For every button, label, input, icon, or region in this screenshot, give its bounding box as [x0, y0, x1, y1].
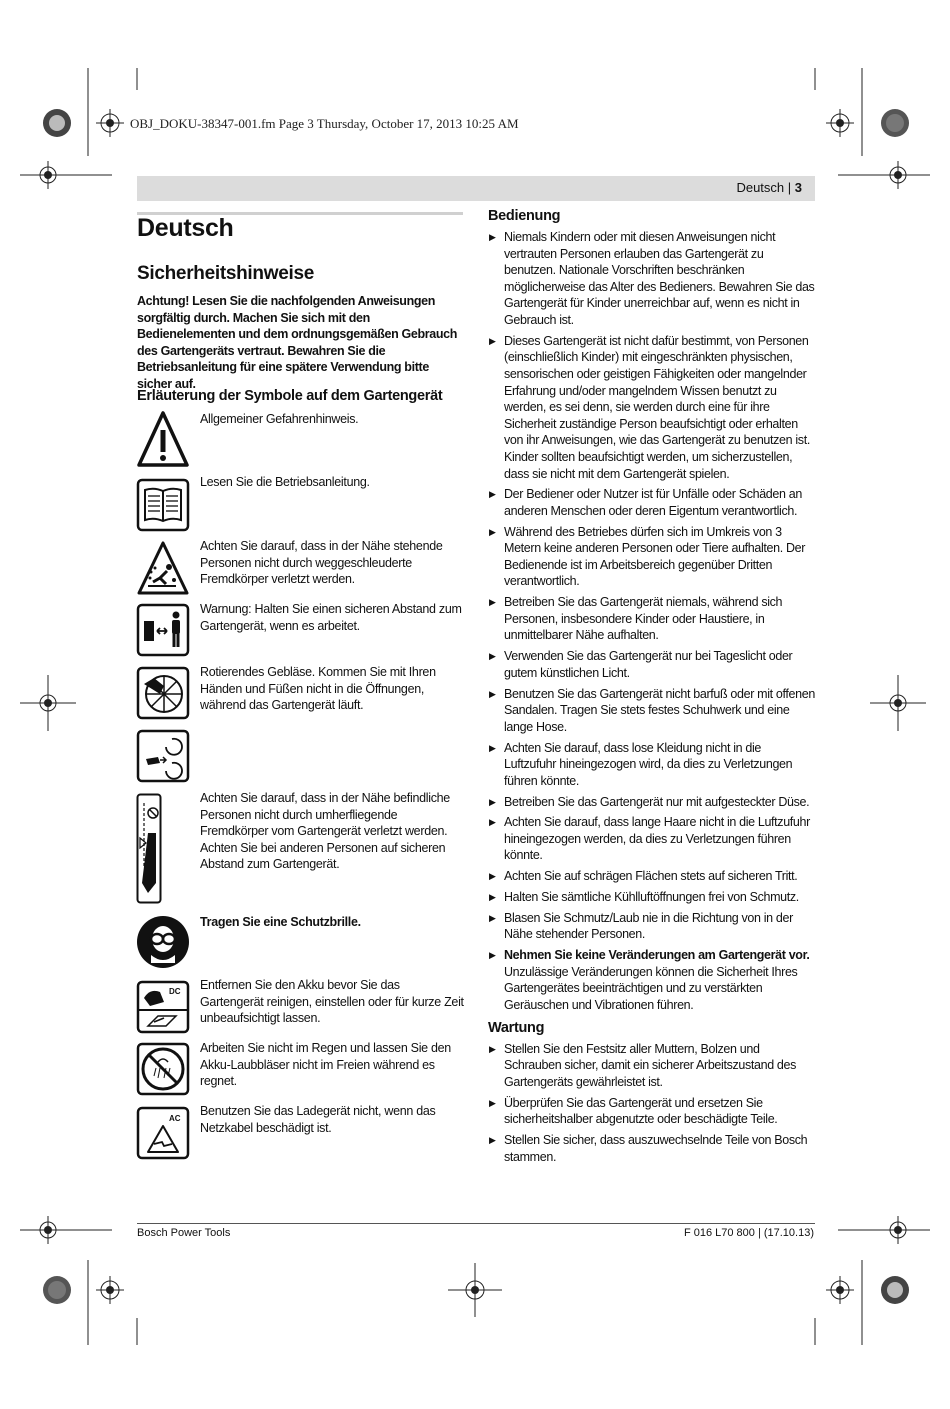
list-item: ▶ Dieses Gartengerät ist nicht dafür bestimmt, von Personen (einschließlich Kinder) mit eingeschränkten physischen, sensorischen oder geistigen Fähigkeiten oder mangelnder Erfahrung und/oder mangelndem Wissen benutzt zu werden, es sei denn, sie werden durch eine für ihre Sicherheit zuständige Person beaufsichtigt oder erhalten von ihr Anweisungen, wie das Gartengerät zu benutzen ist. Kinder sollten beaufsichtigt werden, um sicherzustellen, dass sie nicht mit dem Gartengerät spielen. — [488, 333, 816, 482]
safe-distance-icon — [136, 603, 190, 657]
intro-paragraph: Achtung! Lesen Sie die nachfolgenden Anweisungen sorgfältig durch. Machen Sie sich mit den Bedienelementen und dem ordnungsgemäßen Gebrauch des Gartengeräts vertraut. Bewahren Sie die Betriebsanleitung für eine spätere Verwendung bitte sicher auf. — [137, 294, 458, 391]
ac-label: AC — [169, 1114, 181, 1123]
list-item: ▶ Stellen Sie den Festsitz aller Muttern, Bolzen und Schrauben sicher, damit ein sicherer Arbeitszustand des Gartengeräts gewährleistet ist. — [488, 1041, 816, 1091]
list-item-bold: Nehmen Sie keine Veränderungen am Gartengerät vor. — [504, 948, 810, 963]
footer-doc-number: F 016 L70 800 | (17.10.13) — [683, 1227, 814, 1239]
list-item: ▶ Nehmen Sie keine Veränderungen am Gartengerät vor. Unzulässige Veränderungen können die Sicherheit Ihres Gartengerätes beeinträchtigen und zu verstärkten Geräuschen und Vibrationen führen. — [488, 947, 816, 1013]
symbol-text-bystander: Achten Sie darauf, dass in der Nähe befindliche Personen nicht durch umherfliegende Fremdkörper vom Gartengerät verletzt werden. Achten Sie bei anderen Personen auf sicheren Abstand zum Gartengerät. — [200, 791, 450, 872]
list-item: ▶ Halten Sie sämtliche Kühlluftöffnungen frei von Schmutz. — [488, 889, 816, 906]
list-item: ▶ Achten Sie auf schrägen Flächen stets auf sicheren Tritt. — [488, 868, 816, 885]
read-manual-icon — [136, 478, 190, 532]
damaged-cable-icon — [136, 1106, 190, 1160]
running-header — [736, 180, 802, 195]
printer-info: OBJ_DOKU-38347-001.fm Page 3 Thursday, October 17, 2013 10:25 AM — [130, 116, 519, 131]
no-rain-icon — [136, 1042, 190, 1096]
maintenance-list — [488, 1041, 816, 1166]
safety-goggles-icon — [136, 915, 190, 969]
list-item: ▶ Betreiben Sie das Gartengerät nur mit aufgesteckter Düse. — [488, 794, 816, 811]
list-item: ▶ Stellen Sie sicher, dass auszuwechselnde Teile von Bosch stammen. — [488, 1132, 816, 1165]
header-language: Deutsch — [736, 180, 785, 195]
symbol-text-general-danger: Allgemeiner Gefahrenhinweis. — [200, 412, 359, 426]
rotating-fan-icon — [136, 666, 190, 720]
symbol-text-read-manual: Lesen Sie die Betriebsanleitung. — [200, 475, 370, 489]
symbol-text-damaged-cable: Benutzen Sie das Ladegerät nicht, wenn das Netzkabel beschädigt ist. — [200, 1104, 436, 1135]
list-item-extra: Kinder sollten beaufsichtigt werden, um sicherzustellen, dass sie nicht mit dem Gartengerät spielen. — [504, 449, 793, 481]
footer-brand: Bosch Power Tools — [137, 1227, 231, 1239]
operation-list — [488, 229, 816, 1014]
header-separator: | — [784, 180, 795, 195]
symbol-text-remove-battery: Entfernen Sie den Akku bevor Sie das Gartengerät reinigen, einstellen oder für kurze Zeit unbeaufsichtigt lassen. — [200, 978, 464, 1026]
header-bar — [137, 176, 815, 201]
maintenance-title: Wartung — [488, 1019, 545, 1036]
dc-label: DC — [169, 987, 181, 996]
list-item: ▶ Benutzen Sie das Gartengerät nicht barfuß oder mit offenen Sandalen. Tragen Sie stets festes Schuhwerk und eine lange Hose. — [488, 686, 816, 736]
right-column — [488, 208, 816, 1171]
page-number: 3 — [794, 180, 802, 195]
operation-title: Bedienung — [488, 208, 561, 224]
list-item: ▶ Der Bediener oder Nutzer ist für Unfälle oder Schäden an anderen Menschen oder deren Eigentum verantwortlich. — [488, 486, 816, 519]
remove-battery-icon — [136, 980, 190, 1034]
list-item: ▶ Niemals Kindern oder mit diesen Anweisungen nicht vertrauten Personen erlauben das Gartengerät zu benutzen. Nationale Vorschriften beschränken möglicherweise das Alter des Bedieners. Bewahren Sie das Gartengerät für Kinder unerreichbar auf, wenn es nicht in Gebrauch ist. — [488, 229, 816, 329]
bystander-distance-icon — [136, 793, 162, 905]
list-item: ▶ Blasen Sie Schmutz/Laub nie in die Richtung von in der Nähe stehender Personen. — [488, 910, 816, 943]
symbol-text-safe-distance: Warnung: Halten Sie einen sicheren Abstand zum Gartengerät, wenn es arbeitet. — [200, 602, 462, 633]
list-item: ▶ Betreiben Sie das Gartengerät niemals, während sich Personen, insbesondere Kinder oder Haustiere, in unmittelbarer Nähe aufhalten. — [488, 594, 816, 644]
section-title: Sicherheitshinweise — [137, 263, 314, 284]
flying-debris-icon — [136, 540, 190, 596]
symbol-text-flying-debris: Achten Sie darauf, dass in der Nähe stehende Personen nicht durch weggeschleuderte Fremdkörper verletzt werden. — [200, 539, 443, 587]
page-title: Deutsch — [137, 214, 234, 242]
list-item: ▶ Überprüfen Sie das Gartengerät und ersetzen Sie sicherheitshalber abgenutzte oder beschädigte Teile. — [488, 1095, 816, 1128]
warning-triangle-icon — [136, 410, 190, 468]
symbol-text-goggles: Tragen Sie eine Schutzbrille. — [200, 915, 361, 929]
list-item: ▶ Verwenden Sie das Gartengerät nur bei Tageslicht oder gutem künstlichen Licht. — [488, 648, 816, 681]
footer-rule — [137, 1223, 815, 1224]
symbols-title: Erläuterung der Symbole auf dem Gartengerät — [137, 388, 443, 404]
symbol-text-rotating-fan: Rotierendes Gebläse. Kommen Sie mit Ihren Händen und Füßen nicht in die Öffnungen, während das Gartengerät läuft. — [200, 665, 436, 713]
symbol-text-no-rain: Arbeiten Sie nicht im Regen und lassen Sie den Akku-Laubbläser nicht im Freien während es regnet. — [200, 1041, 451, 1089]
list-item: ▶ Während des Betriebes dürfen sich im Umkreis von 3 Metern keine anderen Personen oder Tiere aufhalten. Der Bedienende ist im Arbeitsbereich gegenüber Dritten verantwortlich. — [488, 524, 816, 590]
list-item: ▶ Achten Sie darauf, dass lose Kleidung nicht in die Luftzufuhr hineingezogen wird, da dies zu Verletzungen führen könnte. — [488, 740, 816, 790]
list-item: ▶ Achten Sie darauf, dass lange Haare nicht in die Luftzufuhr hineingezogen werden, da dies zu Verletzungen führen könnte. — [488, 814, 816, 864]
fan-hand-icon — [136, 729, 190, 783]
